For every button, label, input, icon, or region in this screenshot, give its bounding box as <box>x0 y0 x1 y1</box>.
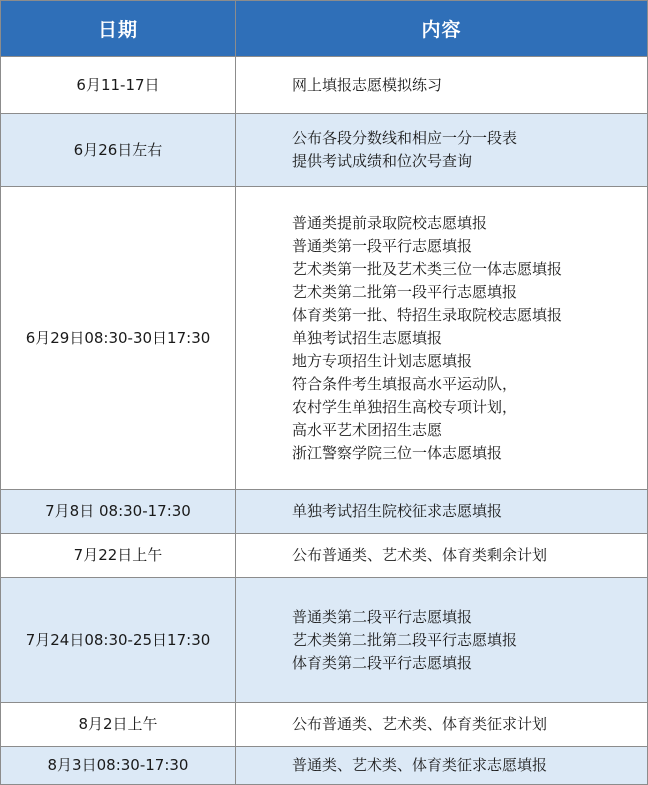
content-line: 体育类第二段平行志愿填报 <box>292 653 473 672</box>
content-cell <box>236 703 648 747</box>
table-row <box>1 490 648 534</box>
table-row <box>1 114 648 187</box>
content-cell <box>236 114 648 187</box>
content-line: 农村学生单独招生高校专项计划， <box>292 397 518 416</box>
date-cell: 6月29日08:30-30日17:30 <box>1 187 236 490</box>
content-line: 单独考试招生志愿填报 <box>292 328 443 347</box>
header-row <box>1 1 648 57</box>
content-line: 符合条件考生填报高水平运动队， <box>292 374 518 393</box>
content-line: 浙江警察学院三位一体志愿填报 <box>292 443 503 462</box>
content-line: 公布普通类、艺术类、体育类征求计划 <box>292 715 548 733</box>
table-row <box>1 703 648 747</box>
date-cell: 7月22日上午 <box>1 534 236 578</box>
content-line: 普通类第一段平行志愿填报 <box>292 236 473 255</box>
content-line: 体育类第一批、特招生录取院校志愿填报 <box>292 305 563 324</box>
table-row <box>1 578 648 703</box>
date-cell: 7月24日08:30-25日17:30 <box>1 578 236 703</box>
content-cell <box>236 747 648 785</box>
content-line: 地方专项招生计划志愿填报 <box>292 351 473 370</box>
date-cell: 8月3日08:30-17:30 <box>1 747 236 785</box>
table-row <box>1 534 648 578</box>
schedule-body <box>1 57 648 785</box>
content-cell <box>236 534 648 578</box>
content-line: 单独考试招生院校征求志愿填报 <box>292 502 503 520</box>
content-line: 艺术类第二批第二段平行志愿填报 <box>292 630 518 649</box>
date-cell: 6月26日左右 <box>1 114 236 187</box>
content-cell <box>236 490 648 534</box>
content-line: 艺术类第二批第一段平行志愿填报 <box>292 282 518 301</box>
content-cell <box>236 187 648 490</box>
content-line: 普通类第二段平行志愿填报 <box>292 607 473 626</box>
table-row <box>1 187 648 490</box>
content-cell <box>236 57 648 114</box>
table-row <box>1 747 648 785</box>
content-cell <box>236 578 648 703</box>
header-content: 内容 <box>236 1 648 57</box>
content-line: 提供考试成绩和位次号查询 <box>292 152 473 170</box>
content-line: 公布各段分数线和相应一分一段表 <box>292 129 518 147</box>
date-cell: 8月2日上午 <box>1 703 236 747</box>
header-date: 日期 <box>1 1 236 57</box>
content-line: 艺术类第一批及艺术类三位一体志愿填报 <box>292 259 563 278</box>
date-cell: 6月11-17日 <box>1 57 236 114</box>
content-line: 网上填报志愿模拟练习 <box>292 75 443 94</box>
table-row <box>1 57 648 114</box>
content-line: 高水平艺术团招生志愿 <box>292 420 443 439</box>
date-cell: 7月8日 08:30-17:30 <box>1 490 236 534</box>
content-line: 普通类、艺术类、体育类征求志愿填报 <box>292 756 548 774</box>
content-line: 公布普通类、艺术类、体育类剩余计划 <box>292 546 548 564</box>
content-line: 普通类提前录取院校志愿填报 <box>292 213 488 232</box>
